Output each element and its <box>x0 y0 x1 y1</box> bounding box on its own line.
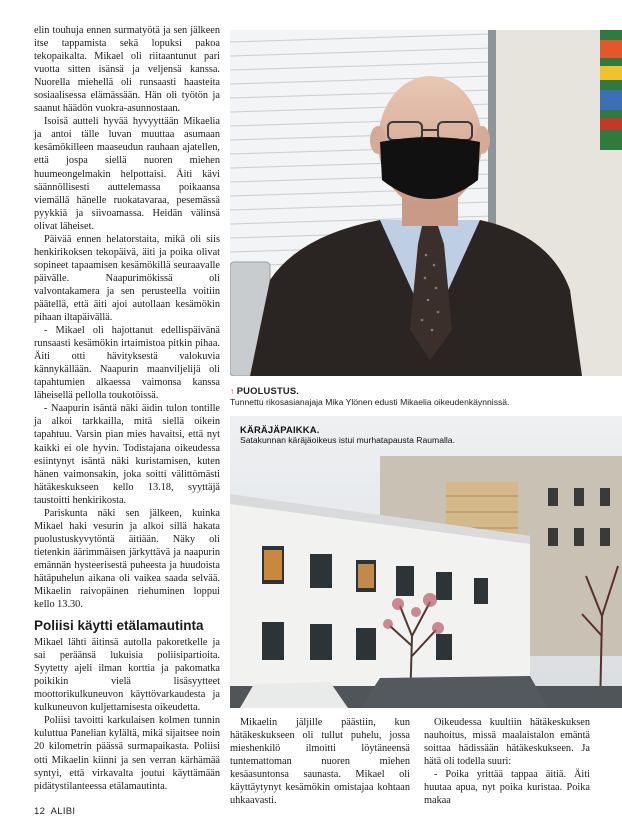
subheading: Poliisi käytti etälamautinta <box>34 618 204 634</box>
courthouse-photo <box>230 416 622 708</box>
lawyer-photo <box>230 30 622 376</box>
magazine-name: ALIBI <box>50 806 76 817</box>
paragraph: elin touhuja ennen surmatyötä ja sen jälkeen itse tappamista sekä lopuksi pakoa tekopaikalta. Mikael oli riitaantunut pari vuotta sitten isänsä ja veljensä kanssa. Nuorella miehellä oli runsaasti haasteita sosiaalisessa elämässään. Hän oli työtön ja saanut häädön vuokra-asunnostaan. <box>34 25 220 115</box>
paragraph: Mikaelin jäljille päästiin, kun hätäkeskukseen oli tullut puhelu, jossa mieshenkilö ilmoitti löytäneensä tuntemattoman nuoren miehen kesäasuntonsa saunasta. Mikael oli käyttäytynyt kesämökin omistajaa kohtaan uhkaavasti. <box>230 717 410 807</box>
page-number: 12 <box>34 806 46 817</box>
left-paragraphs-2 <box>34 636 220 793</box>
photo-caption-1 <box>230 385 622 408</box>
paragraph: - Naapurin isäntä näki äidin tulon tontille ja alkoi tarkkailla, mitä siellä oikein tapahtuu. Varsin pian mies havaitsi, että nyt kaikki ei ole hyvin. Todistajana oikeudessa esiintynyt isäntä näki kuristamisen, kuten hänen vaimonsakin, joka soitti välittömästi hätäkeskukseen kello 13.18, syyttäjä taustoitti henkirikosta. <box>34 403 220 506</box>
caption-1-title: PUOLUSTUS. <box>236 385 300 396</box>
up-arrow-icon: ↑ <box>230 386 235 396</box>
left-paragraphs <box>34 24 220 611</box>
caption-2-title: KÄRÄJÄPAIKKA. <box>240 424 320 435</box>
left-text-column <box>34 24 220 793</box>
middle-text-column <box>230 716 410 807</box>
page-folio <box>34 806 75 817</box>
right-text-column <box>424 716 590 807</box>
paragraph: Pariskunta näki sen jälkeen, kuinka Mikael haki vesurin ja alkoi sillä hakata puolustuskyvytöntä äitiään. Näky oli tietenkin äärimmäisen järkyttävä ja naapurin emännän hysteerisestä puheesta ja huudoista hätäpuhelun aikana oli vaikea saada selvää. Mikaelin raivopäinen riehuminen loppui kello 13.30. <box>34 507 220 611</box>
caption-2-text: Satakunnan käräjäoikeus istui murhatapausta Raumalla. <box>240 435 455 445</box>
photo-caption-2 <box>240 424 600 446</box>
paragraph: Oikeudessa kuultiin hätäkeskuksen nauhoitus, missä maalaistalon emäntä soittaa hädissään hätäkeskukseen. Ja hätä oli todella suuri: <box>424 717 590 768</box>
paragraph: Mikael lähti äitinsä autolla pakoretkelle ja sai peräänsä lukuisia poliisipartioita. Syytetty ajeli ilman korttia ja pakomatka poikikin vielä lisäsyytteet moottorikulkuneuvon käyttövarkaudesta ja kulkuneuvon kuljettamisesta oikeudetta. <box>34 637 220 714</box>
paragraph: - Mikael oli hajottanut edellispäivänä runsaasti kesämökin irtaimistoa pitkin pihaa. Äiti otti hävityksestä valokuvia kännykällään. Naapurin maanviljelijä oli tapahtumien alkaessa vaimonsa kanssa läheisellä pellolla toukotöissä. <box>34 325 220 402</box>
paragraph: - Poika yrittää tappaa äitiä. Äiti huutaa apua, nyt poika kuristaa. Poika makaa <box>424 769 590 807</box>
paragraph: Päivää ennen helatorstaita, mikä oli siis henkirikoksen tekopäivä, äiti ja poika olivat sopineet tapaamisen kesämökillä seuraavalle päivälle. Naapurimökissä oli valvontakamera ja sen perusteella voitiin päätellä, että äiti ajoi autollaan kesämökin pihaan iltapäivällä. <box>34 233 220 324</box>
caption-1-text: Tunnettu rikosasianajaja Mika Ylönen edusti Mikaelia oikeudenkäynnissä. <box>230 397 510 407</box>
paragraph: Isoisä autteli hyvää hyvyyttään Mikaelia ja antoi tälle luvan muuttaa asumaan kesämökilleen maaseudun rauhaan ajatellen, että jospa siellä nuoren miehen huumeongelmakin helpottaisi. Äiti kävi säännöllisesti auttelemassa poikaansa viemällä hänelle ruokatavaraa, pesemässä pyykkiä ja siivoamassa. Heidän välinsä olivat läheiset. <box>34 116 220 232</box>
paragraph: Poliisi tavoitti karkulaisen kolmen tunnin kuluttua Panelian kylältä, mikä sijaitsee noin 20 kilometrin päässä surmapaikasta. Poliisi otti Mikaelin kiinni ja sen verran kärhämää syntyi, että virkavalta joutui käyttämään pidätystilanteessa etälamautinta. <box>34 715 220 792</box>
